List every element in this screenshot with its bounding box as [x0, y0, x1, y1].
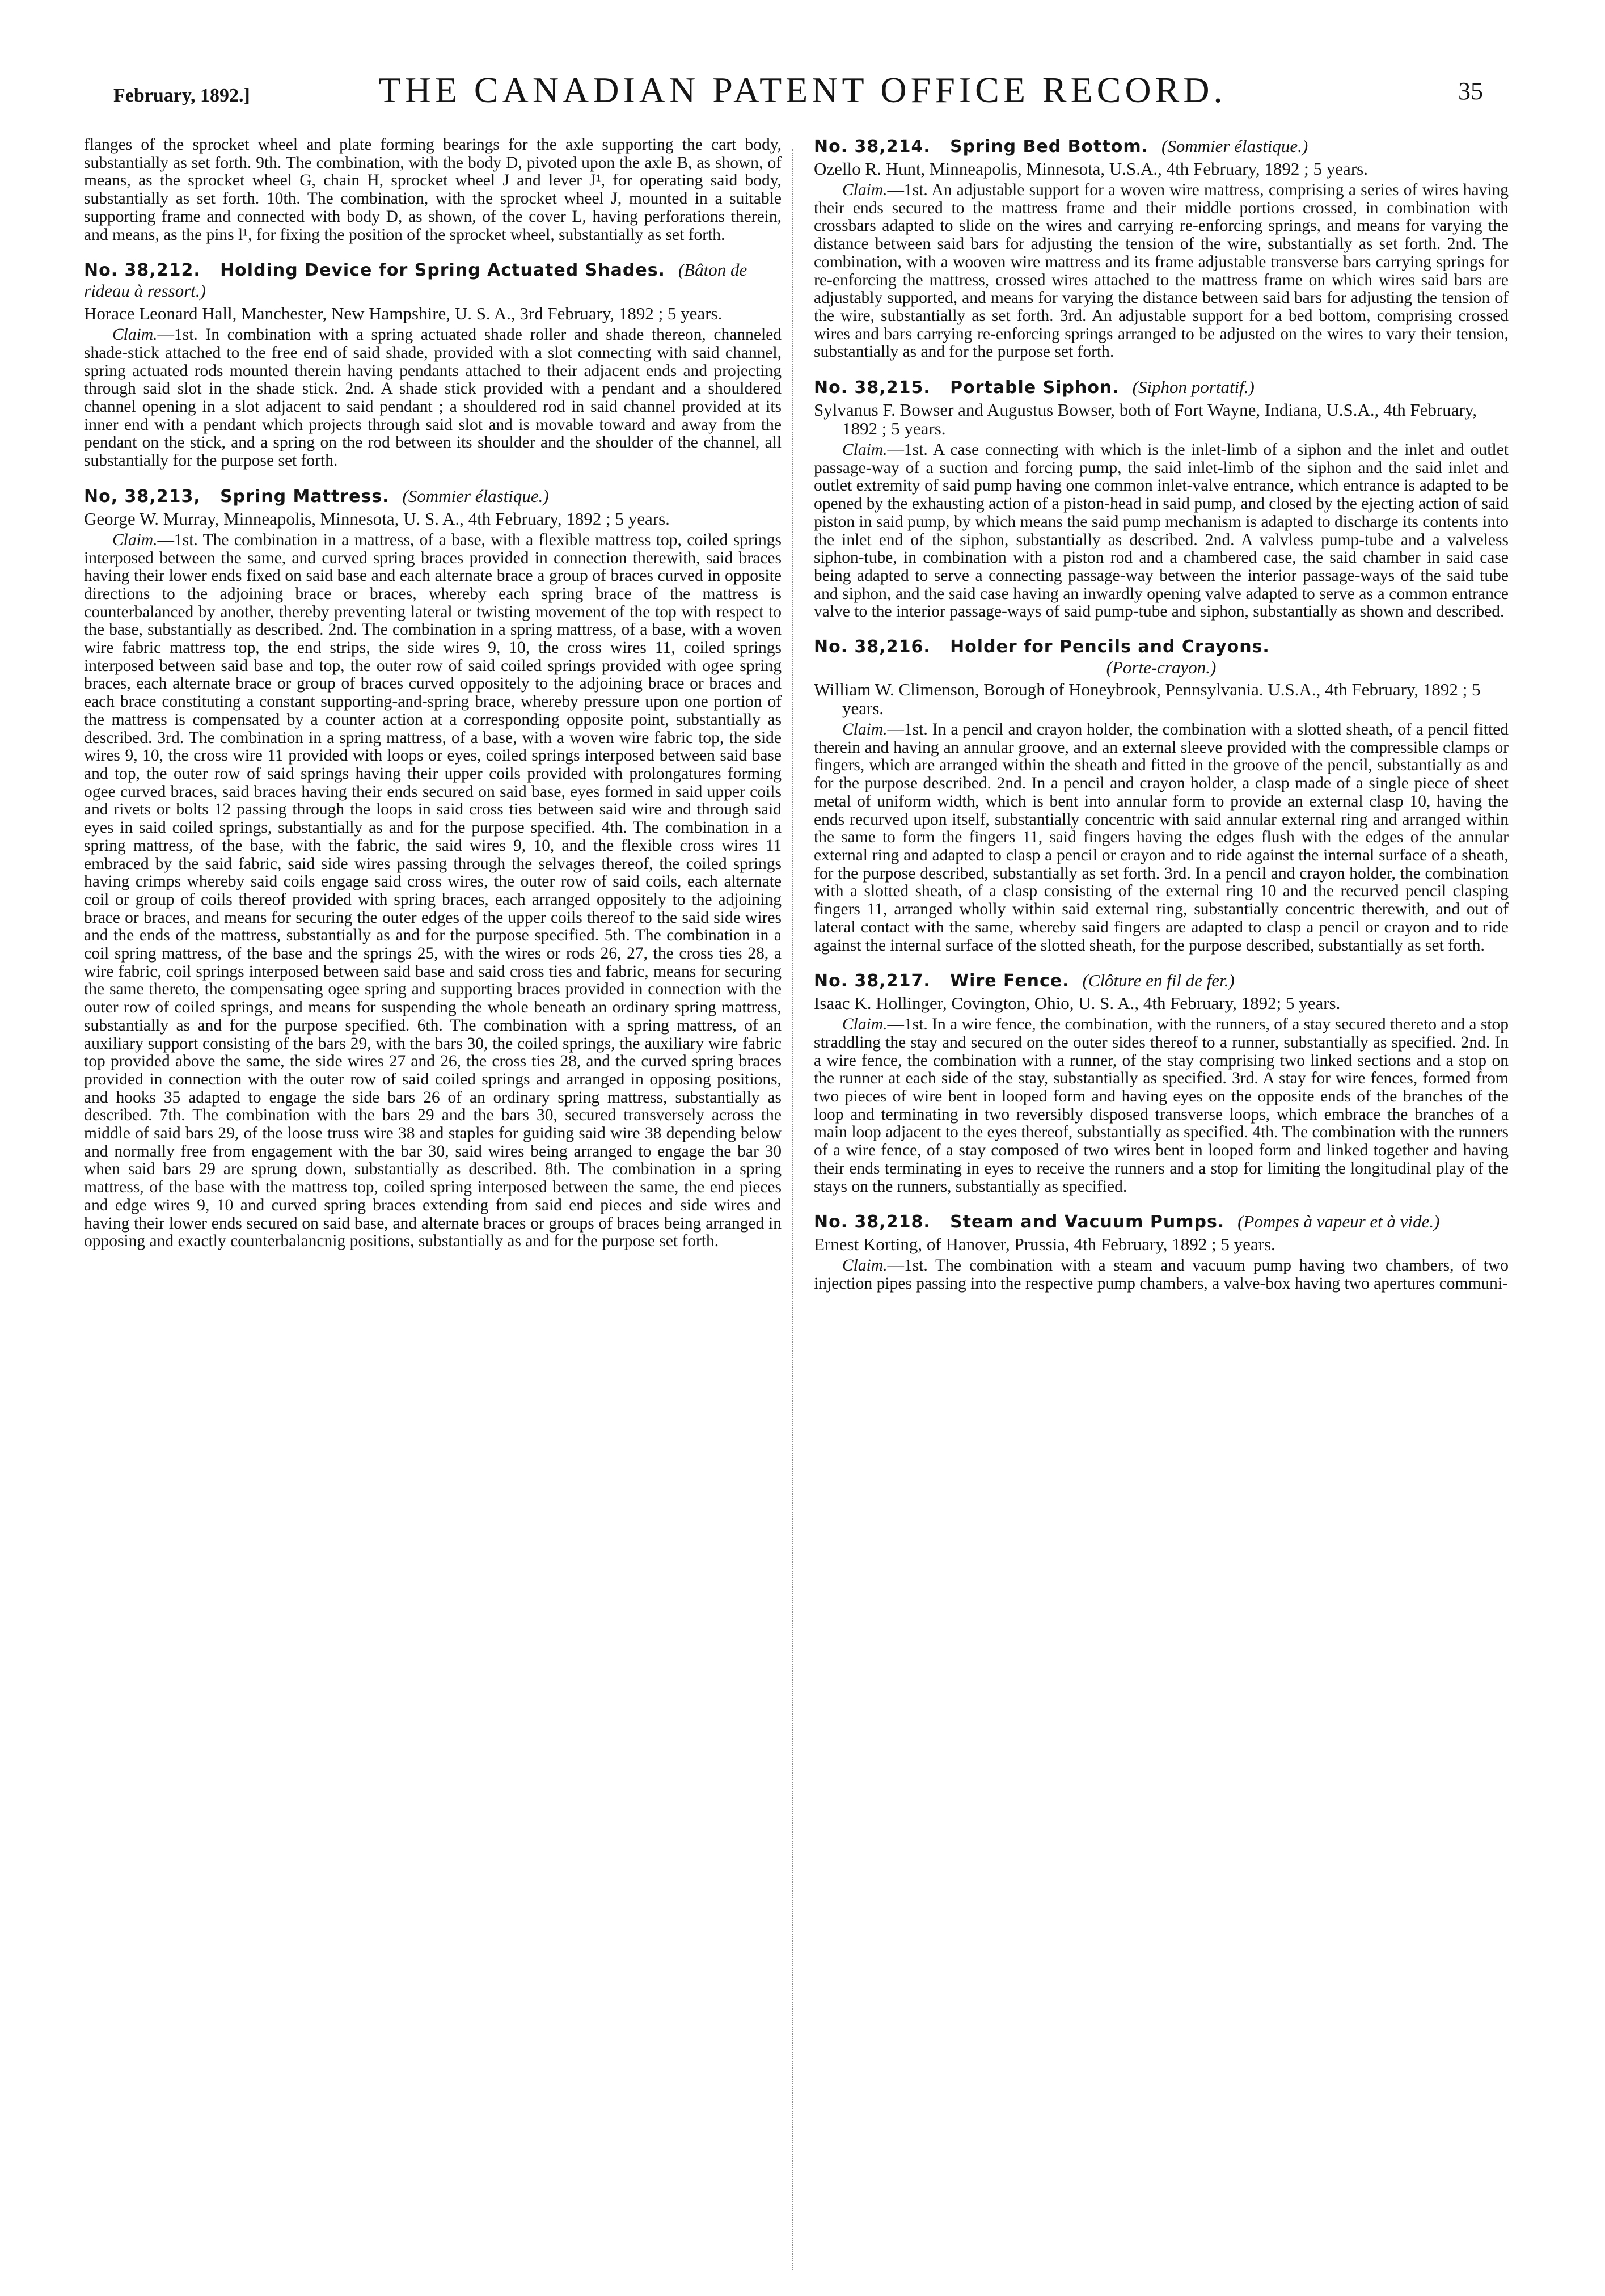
patent-title: Portable Siphon. — [950, 378, 1120, 398]
inventor-line: Horace Leonard Hall, Manchester, New Hampshire, U. S. A., 3rd February, 1892 ; 5 years. — [84, 303, 723, 324]
issue-date: February, 1892.] — [113, 85, 250, 106]
claim-label: Claim. — [842, 181, 888, 199]
patent-number: No. 38,214. — [814, 137, 931, 157]
patent-entry-38212 — [84, 260, 782, 470]
claim-body: —1st. An adjustable support for a woven wire mattress, comprising a series of wires having their ends secured to the mattress frame and their middle portions crossed, in combination with crossbars adapted to slide on the wires and carrying re-enforcing springs, and means for varying the distance between said bars for adjusting the tension of the wire, substantially as set forth. 2nd. The combination, with a wooven wire mattress and its frame adjustable transverse bars carrying springs for re-enforcing the mattress, crossed wires attached to the mattress frame on which wires said bars are adjustably supported, and means for varying the distance between said bars for adjusting the tension of the wire, substantially as set forth. 3rd. An adjustable support for a bed bottom, comprising crossed wires and bars carrying re-enforcing springs arranged to be adjusted on the wires to vary their tension, substantially as and for the purpose set forth. — [814, 181, 1509, 361]
claim-label: Claim. — [112, 530, 158, 549]
entry-heading — [814, 1212, 1509, 1233]
claim-body: —1st. In combination with a spring actuated shade roller and shade thereon, channeled shade-stick attached to the free end of said shade, provided with a slot connecting with said channel, spring actuated rods mounted therein having pendants attached to their adjacent ends and projecting through said slot in the shade stick. 2nd. A shade stick provided with a pendant and a shouldered channel opening in a slot adjacent to said pendant ; a shouldered rod in said channel provided at its inner end with a pendant which projects through said slot and is movable toward and away from the pendant on the stick, and a spring on the rod between its shoulder and the shoulder of the channel, all substantially for the purpose set forth. — [84, 326, 782, 470]
patent-entry-38214 — [814, 136, 1509, 361]
entry-heading — [84, 260, 782, 302]
claim-text — [814, 1016, 1509, 1196]
claim-body: —1st. The combination with a steam and vacuum pump having two chambers, of two injection pipes passing into the respective pump chambers, a valve-box having two apertures communi- — [814, 1256, 1509, 1293]
patent-number: No. 38,218. — [814, 1212, 931, 1233]
continued-claim-text: flanges of the sprocket wheel and plate forming bearings for the axle supporting the cart body, substantially as set forth. 9th. The combination, with the body D, pivoted upon the axle B, as shown, of means, as the sprocket wheel G, chain H, sprocket wheel J and lever J¹, for operating said body, substantially as set forth. 10th. The combination, with the sprocket wheel J, mounted in a suitable supporting frame and connected with body D, as shown, of the cover L, having perforations therein, and means, as the pins l¹, for fixing the position of the sprocket wheel, substantially as set forth. — [84, 136, 782, 244]
claim-text — [814, 721, 1509, 955]
claim-label: Claim. — [842, 1256, 888, 1275]
claim-text — [814, 441, 1509, 621]
inventor-line: George W. Murray, Minneapolis, Minnesota, U. S. A., 4th February, 1892 ; 5 years. — [84, 508, 670, 529]
inventor-line: Ernest Korting, of Hanover, Prussia, 4th February, 1892 ; 5 years. — [814, 1234, 1275, 1255]
patent-title: Holding Device for Spring Actuated Shades. — [220, 260, 665, 281]
inventor-line: Sylvanus F. Bowser and Augustus Bowser, both of Fort Wayne, Indiana, U.S.A., 4th February, 1892 ; 5 years. — [814, 400, 1477, 439]
column-divider — [792, 149, 793, 2270]
claim-label: Claim. — [112, 326, 158, 344]
inventor-line: William W. Climenson, Borough of Honeybrook, Pennsylvania. U.S.A., 4th February, 1892 ; 5 years. — [814, 679, 1481, 719]
patent-title-french: (Porte-crayon.) — [1106, 657, 1217, 678]
patent-number: No. 38,217. — [814, 971, 931, 991]
patent-title-french: (Sommier élastique.) — [1161, 136, 1308, 156]
inventor-line: Ozello R. Hunt, Minneapolis, Minnesota, U.S.A., 4th February, 1892 ; 5 years. — [814, 159, 1368, 179]
patent-entry-38216 — [814, 637, 1509, 955]
claim-text — [814, 182, 1509, 361]
claim-body: —1st. The combination in a mattress, of a base, with a flexible mattress top, coiled springs interposed between the same, and curved spring braces provided in connection therewith, said braces having their lower ends fixed on said base and each alternate brace a group of braces curved in opposite directions to the adjoining brace or braces, whereby each spring brace of the mattress is counterbalanced by another, thereby preventing lateral or twisting movement of the top with respect to the base, substantially as described. 2nd. The combination in a spring mattress, of a base, with a woven wire fabric mattress top, the end strips, the side wires 9, 10, the cross wires 11, coiled springs interposed between said base and top, the outer row of said coiled springs provided with ogee spring braces, each alternate brace or group of braces curved oppositely to the adjoining brace or braces and each brace constituting a constant supporting-and-spring brace, whereby pressure upon one portion of the mattress is compensated by a counter action at a corresponding opposite point, substantially as described. 3rd. The combination in a spring mattress, of a base, with a woven wire fabric top, the side wires 9, 10, the cross wire 11 provided with loops or eyes, coiled springs interposed between said base and top, the outer row of said springs having their upper coils provided with prolongatures forming ogee curved braces, said braces having their ends secured on said base, eyes formed in said upper coils and rivets or bolts 12 passing through the loops in said cross ties between said wire and through said eyes in said coiled springs, substantially as and for the purpose specified. 4th. The combination in a spring mattress, of the base, with the fabric, the said wires 9, 10, and the flexible cross wires 11 embraced by the said fabric, said side wires passing through the selvages thereof, the coiled springs having crimps whereby said coils engage said cross wires, the outer row of said coils, each alternate coil or group of coils thereof provided with spring braces, each arranged oppositely to the adjoining brace or braces, and means for securing the outer edges of the upper coils thereof to the said side wires and the ends of the mattress, substantially as and for the purpose specified. 5th. The combination in a coil spring mattress, of the base and the springs 25, with the wires or rods 26, 27, the cross ties 28, a wire fabric, coil springs interposed between said base and said cross ties and fabric, means for securing the same thereto, the compensating ogee spring and supporting braces provided in connection with the outer row of coiled springs, and means for suspending the whole beneath an ordinary spring mattress, substantially as and for the purpose specified. 6th. The combination with a spring mattress, of an auxiliary support consisting of the bars 29, with the bars 30, the coiled springs, the auxiliary wire fabric top provided above the same, the side wires 27 and 26, the cross ties 28, and the curved spring braces provided in connection with the outer row of said coiled springs and arranged in opposing positions, and hooks 35 adapted to engage the side bars 26 of an ordinary spring mattress, substantially as described. 7th. The combination with the bars 29 and the bars 30, secured transversely across the middle of said bars 29, of the loose truss wire 38 and staples for guiding said wire 38 depending below and normally free from engagement with the bar 30, said wires being arranged to engage the bar 30 when said bars 29 are sprung down, substantially as described. 8th. The combination in a spring mattress, of the base with the mattress top, coiled spring interposed between the same, the end pieces and edge wires 9, 10 and curved spring braces extending from said end pieces and side wires and having their lower ends secured on said base, and alternate braces or groups of braces being arranged in opposing and exactly counterbalancnig positions, substantially as and for the purpose set forth. — [84, 530, 782, 1251]
entry-heading — [814, 136, 1509, 157]
patent-title-french: (Clôture en fil de fer.) — [1082, 970, 1235, 991]
patent-title: Steam and Vacuum Pumps. — [950, 1212, 1225, 1233]
patent-number: No. 38,216. — [814, 637, 931, 657]
claim-body: —1st. In a pencil and crayon holder, the combination with a slotted sheath, of a pencil fitted therein and having an annular groove, and an external sleeve provided with the compressible clamps or fingers, which are arranged within the sheath and fitted in the groove of the pencil, substantially as and for the purpose described. 2nd. In a pencil and crayon holder, a clasp made of a single piece of sheet metal of uniform width, which is bent into annular form to provide an external clasp 10, having the ends recurved upon itself, substantially concentric with said annular external ring and arranged within the same to form the fingers 11, said fingers having the edges flush with the edges of the annular external ring and adapted to clasp a pencil or crayon and to ride against the internal surface of a sheath, for the purpose described, substantially as set forth. 3rd. In a pencil and crayon holder, the combination with a slotted sheath, of a clasp consisting of the external ring 10 and the recurved pencil clasping fingers 11, arranged wholly within said external ring, substantially concentric therewith, and out of lateral contact with the same, whereby said fingers are adapted to clasp a pencil or crayon and to ride against the internal surface of the slotted sheath, for the purpose described, substantially as set forth. — [814, 720, 1509, 955]
entry-heading — [814, 377, 1509, 398]
patent-entry-38218 — [814, 1212, 1509, 1293]
claim-label: Claim. — [842, 720, 888, 739]
patent-title: Wire Fence. — [950, 971, 1070, 991]
patent-title-french: (Pompes à vapeur et à vide.) — [1237, 1212, 1440, 1232]
patent-number: No. 38,215. — [814, 378, 931, 398]
patent-entry-38215 — [814, 377, 1509, 621]
claim-label: Claim. — [842, 441, 888, 459]
claim-body: —1st. A case connecting with which is the inlet-limb of a siphon and the inlet and outlet passage-way of a suction and forcing pump, the said inlet-limb of the siphon and the said inlet and outlet extremity of said pump having one common inlet-valve entrance, which entrance is adapted to be opened by the exhausting action of a piston-head in said pump, and closed by the ejecting action of said piston in said pump, by which means the said pump mechanism is adapted to discharge its contents into the inlet end of the siphon, substantially as described. 2nd. A valvless pump-tube and a valveless siphon-tube, in combination with a piston rod and a chambered case, the said chamber in said case being adapted to serve a connecting passage-way between the interior passage-ways of the said tube and siphon, and the said case having an inwardly opening valve adapted to serve as a common entrance valve to the interior passage-ways of said pump-tube and siphon, substantially as shown and described. — [814, 441, 1509, 621]
patent-entry-38217 — [814, 970, 1509, 1196]
claim-label: Claim. — [842, 1015, 888, 1034]
patent-title: Spring Bed Bottom. — [950, 137, 1149, 157]
entry-heading — [814, 970, 1509, 991]
right-column — [814, 136, 1509, 2279]
patent-title-french: (Bâton de rideau à ressort.) — [84, 260, 747, 301]
patent-title: Holder for Pencils and Crayons. — [950, 637, 1270, 657]
patent-title-french: (Siphon portatif.) — [1132, 377, 1255, 398]
inventor-line: Isaac K. Hollinger, Covington, Ohio, U. S. A., 4th February, 1892; 5 years. — [814, 993, 1341, 1014]
page-number: 35 — [1458, 77, 1483, 105]
entry-heading — [84, 486, 782, 507]
page-header — [0, 0, 1605, 130]
claim-text — [84, 326, 782, 470]
journal-title: THE CANADIAN PATENT OFFICE RECORD. — [378, 70, 1227, 110]
claim-text — [814, 1257, 1509, 1293]
patent-number: No. 38,212. — [84, 260, 201, 281]
patent-title-french: (Sommier élastique.) — [402, 486, 549, 506]
patent-entry-38213 — [84, 486, 782, 1251]
claim-body: —1st. In a wire fence, the combination, with the runners, of a stay secured thereto and a stop straddling the stay and secured on the outer sides thereof to a runner, substantially as specified. 2nd. In a wire fence, the combination with a runner, of the stay comprising two linked sections and a stop on the runner at each side of the stay, substantially as specified. 3rd. A stay for wire fences, formed from two pieces of wire bent in looped form and having eyes on the opposite ends of the branches of the loop and terminating in two reversibly disposed transverse loops, which embrace the branches of a main loop adjacent to the eyes thereof, substantially as specified. 4th. The combination with the runners of a wire fence, of a stay composed of two wires bent in looped form and linked together and having their ends terminating in eyes to receive the runners and a stop for limiting the longitudinal play of the stays on the runners, substantially as specified. — [814, 1015, 1509, 1196]
entry-heading — [814, 637, 1509, 678]
claim-text — [84, 531, 782, 1251]
left-column — [84, 136, 782, 2279]
patent-number: No, 38,213, — [84, 486, 201, 507]
patent-title: Spring Mattress. — [220, 486, 390, 507]
